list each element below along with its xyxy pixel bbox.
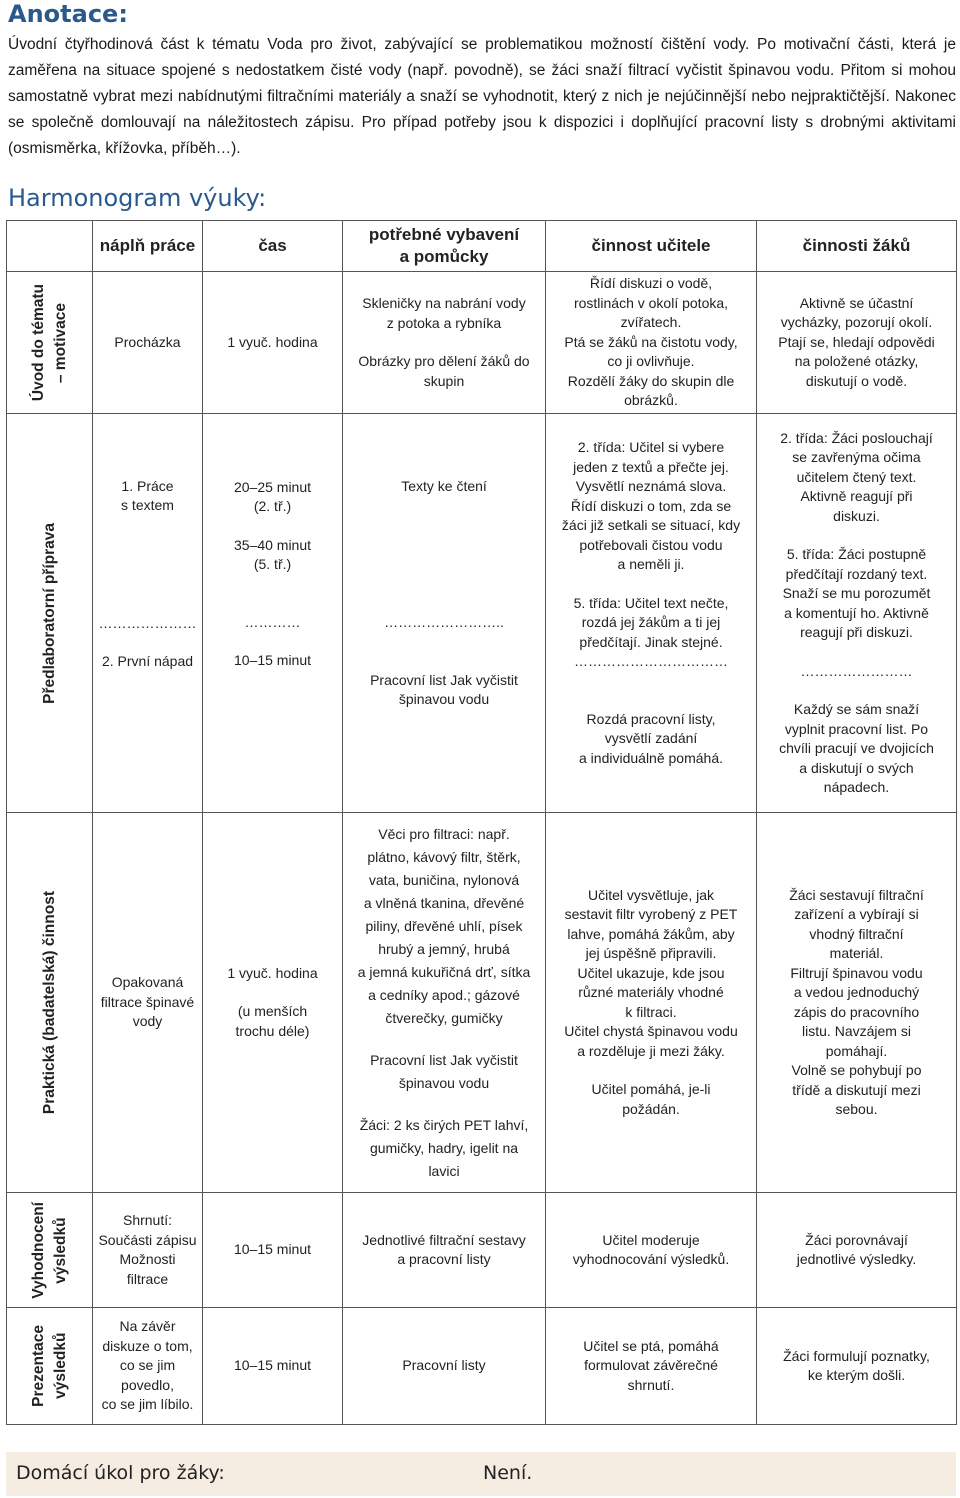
table-row xyxy=(7,272,957,414)
cas-cell: 10–15 minut xyxy=(203,1308,343,1425)
homework-box xyxy=(6,1452,956,1496)
zaci-cell: Žáci porovnávají jednotlivé výsledky. xyxy=(757,1193,957,1308)
vybaveni-cell: Texty ke čtení …………………….. Pracovní list Jak vyčistit špinavou vodu xyxy=(343,414,546,813)
anotace-heading: Anotace: xyxy=(8,0,128,28)
phase-label: Předlaboratorní příprava xyxy=(40,522,58,704)
header-zaci: činnosti žáků xyxy=(757,221,957,272)
vybaveni-cell: Věci pro filtraci: např. plátno, kávový filtr, štěrk, vata, buničina, nylonová a vlněná tkanina, dřevěné piliny, dřevěné uhlí, písek hrubý a jemný, hrubá a jemná kukuřičná drť, sítka a cedníky apod.; gázové čtverečky, gumičky Pracovní list Jak vyčistit špinavou vodu Žáci: 2 ks čirých PET lahví, gumičky, hadry, igelit na lavici xyxy=(343,813,546,1193)
ucitel-cell: Učitel moderuje vyhodnocování výsledků. xyxy=(546,1193,757,1308)
zaci-cell: Žáci sestavují filtrační zařízení a vybírají si vhodný filtrační materiál. Filtrují špinavou vodu a vedou jednoduchý zápis do pracovního listu. Navzájem si pomáhají. Volně se pohybují po třídě a diskutují mezi sebou. xyxy=(757,813,957,1193)
ucitel-cell: Řídí diskuzi o vodě, rostlinách v okolí potoka, zvířatech. Ptá se žáků na čistotu vody, co ji ovlivňuje. Rozdělí žáky do skupin dle obrázků. xyxy=(546,272,757,414)
harmonogram-heading: Harmonogram výuky: xyxy=(8,184,267,212)
anotace-text: Úvodní čtyřhodinová část k tématu Voda pro život, zabývající se problematikou možností čištění vody. Po motivační části, která je zaměřena na situace spojené s nedostatkem čisté vody (např. povodně), se žáci snaží filtrací vyčistit špinavou vodu. Přitom si mohou samostatně vybrat mezi nabídnutými filtračními materiály a snaží se vyhodnotit, který z nich je nejúčinnější nebo nejpraktičtější. Nakonec se společně domlouvají na náležitostech zápisu. Pro případ potřeby jsou k dispozici i doplňující pracovní listy s drobnými aktivitami (osmisměrka, křížovka, příběh…). xyxy=(8,36,956,157)
cas-cell: 10–15 minut xyxy=(203,1193,343,1308)
homework-value: Není. xyxy=(483,1462,533,1484)
phase-cell xyxy=(7,813,93,1193)
table-row xyxy=(7,813,957,1193)
vybaveni-cell: Pracovní listy xyxy=(343,1308,546,1425)
napln-cell: Shrnutí: Součásti zápisu Možnosti filtrace xyxy=(93,1193,203,1308)
header-napln: náplň práce xyxy=(93,221,203,272)
napln-cell: Opakovaná filtrace špinavé vody xyxy=(93,813,203,1193)
table-row xyxy=(7,1308,957,1425)
cas-cell: 1 vyuč. hodina xyxy=(203,272,343,414)
table-row xyxy=(7,1193,957,1308)
cas-cell: 1 vyuč. hodina (u menších trochu déle) xyxy=(203,813,343,1193)
vybaveni-cell: Skleničky na nabrání vody z potoka a rybníka Obrázky pro dělení žáků do skupin xyxy=(343,272,546,414)
header-corner xyxy=(7,221,93,272)
zaci-cell: 2. třída: Žáci poslouchají se zavřenýma očima učitelem čtený text. Aktivně reagují při diskuzi. 5. třída: Žáci postupně předčítají rozdaný text. Snaží se mu porozumět a komentují ho. Aktivně reagují při diskuzi. …………………… Každý se sám snaží vyplnit pracovní list. Po chvíli pracují ve dvojicích a diskutují o svých nápadech. xyxy=(757,414,957,813)
ucitel-cell: Učitel se ptá, pomáhá formulovat závěrečné shrnutí. xyxy=(546,1308,757,1425)
zaci-cell: Žáci formulují poznatky, ke kterým došli. xyxy=(757,1308,957,1425)
phase-label: Úvod do tématu – motivace xyxy=(29,283,69,402)
napln-cell: Na závěr diskuze o tom, co se jim povedlo, co se jim líbilo. xyxy=(93,1308,203,1425)
napln-cell: 1. Práce s textem ………………… 2. První nápad xyxy=(93,414,203,813)
homework-label: Domácí úkol pro žáky: xyxy=(16,1462,225,1484)
ucitel-cell: Učitel vysvětluje, jak sestavit filtr vyrobený z PET lahve, pomáhá žákům, aby jej úspěšně připravili. Učitel ukazuje, kde jsou různé materiály vhodné k filtraci. Učitel chystá špinavou vodu a rozděluje ji mezi žáky. Učitel pomáhá, je-li požádán. xyxy=(546,813,757,1193)
zaci-cell: Aktivně se účastní vycházky, pozorují okolí. Ptají se, hledají odpovědi na položené otázky, diskutují o vodě. xyxy=(757,272,957,414)
table-row xyxy=(7,414,957,813)
ucitel-cell: 2. třída: Učitel si vybere jeden z textů a přečte jej. Vysvětlí neznámá slova. Řídí diskuzi o tom, zda se žáci již setkali se situací, kdy potřebovali čistou vodu a neměli ji. 5. třída: Učitel text nečte, rozdá jej žákům a ti jej předčítají. Jinak stejné. …………………………… Rozdá pracovní listy, vysvětlí zadání a individuálně pomáhá. xyxy=(546,414,757,813)
phase-cell xyxy=(7,1308,93,1425)
vybaveni-cell: Jednotlivé filtrační sestavy a pracovní listy xyxy=(343,1193,546,1308)
phase-label: Vyhodnocení výsledků xyxy=(29,1201,69,1299)
phase-cell xyxy=(7,414,93,813)
table-header-row xyxy=(7,221,957,272)
schedule-table xyxy=(6,220,957,1425)
phase-label: Prezentace výsledků xyxy=(29,1325,69,1407)
phase-cell xyxy=(7,272,93,414)
phase-label: Praktická (badatelská) činnost xyxy=(40,890,58,1115)
napln-cell: Procházka xyxy=(93,272,203,414)
header-vybaveni: potřebné vybavení a pomůcky xyxy=(343,221,546,272)
cas-cell: 20–25 minut (2. tř.) 35–40 minut (5. tř.) ………… 10–15 minut xyxy=(203,414,343,813)
phase-cell xyxy=(7,1193,93,1308)
header-cas: čas xyxy=(203,221,343,272)
header-ucitel: činnost učitele xyxy=(546,221,757,272)
